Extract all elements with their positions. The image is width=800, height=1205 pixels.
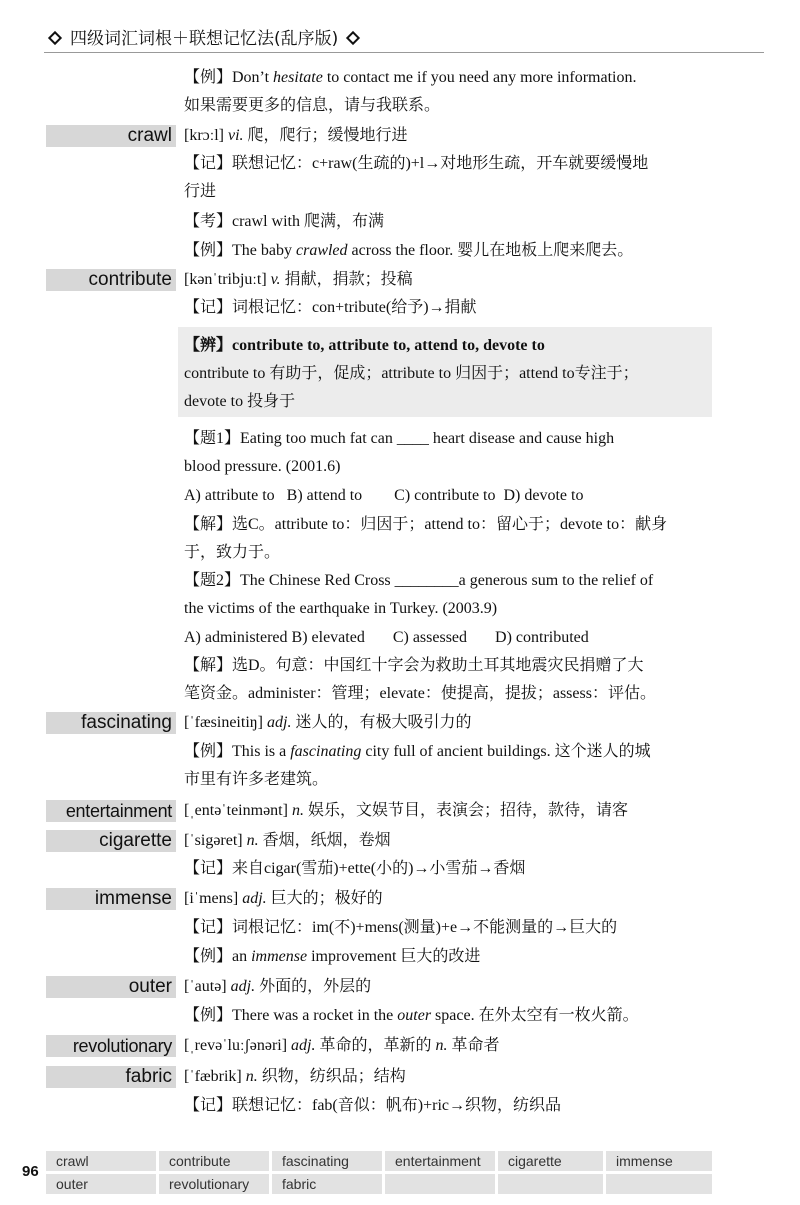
header-title: 四级词汇词根＋联想记忆法(乱序版) <box>70 29 339 49</box>
definition-outer: [ˈautə] adj. 外面的，外层的 <box>184 978 372 995</box>
header-title-wrap <box>44 24 368 49</box>
memory-line: 【记】词根记忆：im(不)+mens(测量)+e→不能测量的→巨大的 <box>184 919 618 936</box>
word-index <box>46 1151 712 1195</box>
answer-line: 【解】选C。attribute to：归因于；attend to：留心于；devote to：献身 <box>184 516 668 533</box>
example-line: 【例】There was a rocket in the outer space. 在外太空有一枚火箭。 <box>184 1007 639 1024</box>
memory-line: 【记】词根记忆：con+tribute(给予)→捐献 <box>184 299 477 316</box>
index-cell: crawl <box>46 1151 156 1171</box>
term-outer: outer <box>46 976 176 998</box>
index-cell: fabric <box>272 1174 382 1194</box>
example-line: 【例】This is a fascinating city full of ancient buildings. 这个迷人的城 <box>184 743 651 760</box>
question-line: 【题2】The Chinese Red Cross ________a generous sum to the relief of <box>184 572 654 589</box>
question-line: 【题1】Eating too much fat can ____ heart disease and cause high <box>184 430 615 447</box>
page-number: 96 <box>22 1163 39 1180</box>
question-line: blood pressure. (2001.6) <box>184 458 341 475</box>
header-rule <box>44 52 764 53</box>
answer-line: 【解】选D。句意：中国红十字会为救助土耳其地震灾民捐赠了大 <box>184 657 644 674</box>
example-line: 市里有许多老建筑。 <box>184 771 329 788</box>
term-crawl: crawl <box>46 125 176 147</box>
distinction-line: devote to 投身于 <box>184 393 296 410</box>
term-contribute: contribute <box>46 269 176 291</box>
answer-line: 于，致力于。 <box>184 544 281 561</box>
term-fabric: fabric <box>46 1066 176 1088</box>
question-line: the victims of the earthquake in Turkey. (2003.9) <box>184 600 498 617</box>
definition-immense: [iˈmens] adj. 巨大的；极好的 <box>184 890 383 907</box>
translation-line: 如果需要更多的信息，请与我联系。 <box>184 97 441 114</box>
definition-entertainment: [ˌentəˈteinmənt] n. 娱乐，文娱节目，表演会；招待，款待，请客 <box>184 802 628 819</box>
index-cell: cigarette <box>498 1151 603 1171</box>
diamond-icon <box>346 31 360 45</box>
example-line: 【例】The baby crawled across the floor. 婴儿在地板上爬来爬去。 <box>184 242 634 259</box>
term-fascinating: fascinating <box>46 712 176 734</box>
definition-revolutionary: [ˌrevəˈluːʃənəri] adj. 革命的，革新的 n. 革命者 <box>184 1037 500 1054</box>
definition-contribute: [kənˈtribjuːt] v. 捐献，捐款；投稿 <box>184 271 413 288</box>
definition-fascinating: [ˈfæsineitiŋ] adj. 迷人的，有极大吸引力的 <box>184 714 472 731</box>
term-cigarette: cigarette <box>46 830 176 852</box>
exam-line: 【考】crawl with 爬满，布满 <box>184 213 384 230</box>
index-cell-empty <box>498 1174 603 1194</box>
term-revolutionary: revolutionary <box>46 1035 176 1057</box>
definition-cigarette: [ˈsigəret] n. 香烟，纸烟，卷烟 <box>184 832 391 849</box>
index-cell: immense <box>606 1151 712 1171</box>
index-cell: outer <box>46 1174 156 1194</box>
index-cell: revolutionary <box>159 1174 269 1194</box>
index-cell-empty <box>385 1174 495 1194</box>
memory-line: 【记】联想记忆：fab(音似：帆布)+ric→织物，纺织品 <box>184 1097 561 1114</box>
term-entertainment: entertainment <box>46 800 176 822</box>
definition-fabric: [ˈfæbrik] n. 织物，纺织品；结构 <box>184 1068 406 1085</box>
example-line: 【例】Don’t hesitate to contact me if you need any more information. <box>184 69 637 86</box>
page-header <box>44 20 764 56</box>
definition-crawl: [krɔːl] vi. 爬，爬行；缓慢地行进 <box>184 127 408 144</box>
options-line: A) administered B) elevated C) assessed D) contributed <box>184 629 589 646</box>
memory-line: 【记】来自cigar(雪茄)+ette(小的)→小雪茄→香烟 <box>184 860 526 877</box>
index-cell: fascinating <box>272 1151 382 1171</box>
distinction-title: 【辨】contribute to, attribute to, attend to, devote to <box>184 337 545 354</box>
memory-line: 【记】联想记忆：c+raw(生疏的)+l→对地形生疏，开车就要缓慢地 <box>184 155 649 172</box>
index-cell: entertainment <box>385 1151 495 1171</box>
answer-line: 笔资金。administer：管理；elevate：使提高，提拔；assess：评估。 <box>184 685 656 702</box>
diamond-icon <box>48 31 62 45</box>
index-cell-empty <box>606 1174 712 1194</box>
index-cell: contribute <box>159 1151 269 1171</box>
memory-line: 行进 <box>184 183 217 200</box>
options-line: A) attribute to B) attend to C) contribute to D) devote to <box>184 487 584 504</box>
distinction-line: contribute to 有助于，促成；attribute to 归因于；attend to专注于； <box>184 365 639 382</box>
term-immense: immense <box>46 888 176 910</box>
example-line: 【例】an immense improvement 巨大的改进 <box>184 948 481 965</box>
